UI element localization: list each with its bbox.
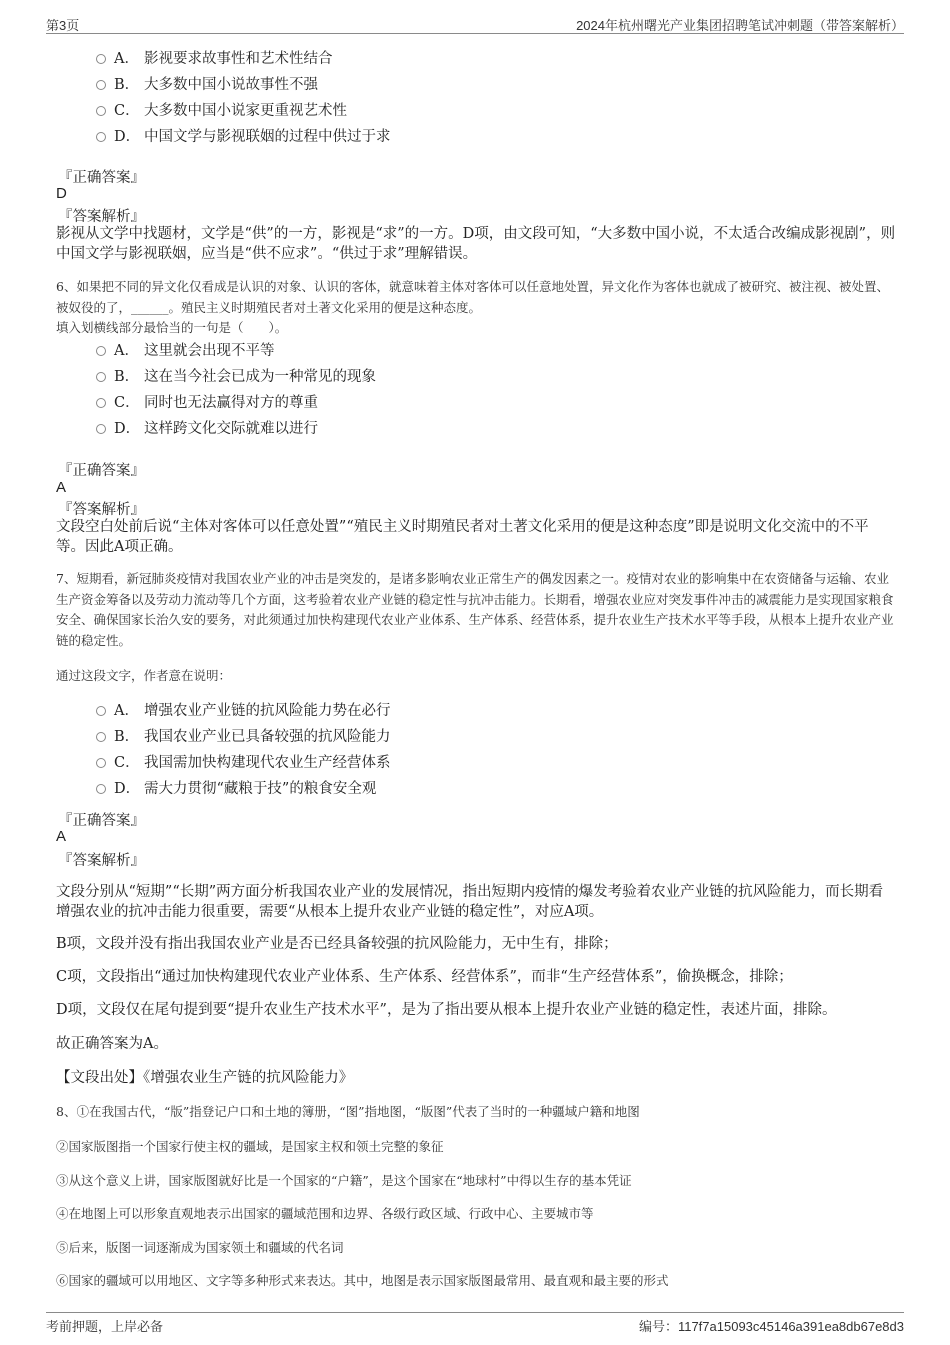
radio-icon[interactable] bbox=[96, 80, 106, 90]
q6-option-c[interactable]: C． 同时也无法赢得对方的尊重 bbox=[96, 388, 696, 414]
q5-option-c[interactable]: C． 大多数中国小说家更重视艺术性 bbox=[96, 96, 696, 122]
q8-line-3: ③从这个意义上讲，国家版图就好比是一个国家的“户籍”，是这个国家在“地球村”中得以生存的基本凭证 bbox=[56, 1173, 632, 1188]
q8-line-4: ④在地图上可以形象直观地表示出国家的疆域范围和边界、各级行政区域、行政中心、主要城市等 bbox=[56, 1206, 594, 1221]
q7-answer: A bbox=[56, 828, 67, 845]
q6-analysis-label: 『答案解析』 bbox=[58, 502, 145, 518]
q5-option-b[interactable]: B． 大多数中国小说故事性不强 bbox=[96, 70, 696, 96]
radio-icon[interactable] bbox=[96, 346, 106, 356]
document-id: 编号：117f7a15093c45146a391ea8db67e8d3 bbox=[638, 1319, 904, 1334]
q8-line-6: ⑥国家的疆域可以用地区、文字等多种形式来表达。其中，地图是表示国家版图最常用、最直观和最主要的形式 bbox=[56, 1273, 669, 1288]
q7-option-b[interactable]: B． 我国农业产业已具备较强的抗风险能力 bbox=[96, 722, 696, 748]
q6-answer-label: 『正确答案』 bbox=[58, 463, 145, 479]
q7-answer-label: 『正确答案』 bbox=[58, 813, 145, 829]
q5-option-a[interactable]: A． 影视要求故事性和艺术性结合 bbox=[96, 44, 696, 70]
q8-line-2: ②国家版图指一个国家行使主权的疆域，是国家主权和领土完整的象征 bbox=[56, 1139, 444, 1154]
q5-options bbox=[96, 44, 696, 148]
q7-analysis-para-4: D项，文段仅在尾句提到要“提升农业生产技术水平”，是为了指出要从根本上提升农业产业链的稳定性，表述片面，排除。 bbox=[56, 1002, 837, 1018]
q5-answer: D bbox=[56, 185, 67, 202]
page-footer bbox=[46, 1312, 904, 1334]
q6-option-d[interactable]: D． 这样跨文化交际就难以进行 bbox=[96, 414, 696, 440]
q6-answer: A bbox=[56, 479, 67, 496]
q5-option-d[interactable]: D． 中国文学与影视联姻的过程中供过于求 bbox=[96, 122, 696, 148]
q7-source: 【文段出处】《增强农业生产链的抗风险能力》 bbox=[56, 1070, 354, 1086]
q7-prompt: 通过这段文字，作者意在说明： bbox=[56, 668, 232, 683]
q7-analysis-label: 『答案解析』 bbox=[58, 853, 145, 869]
q6-option-b[interactable]: B． 这在当今社会已成为一种常见的现象 bbox=[96, 362, 696, 388]
footer-slogan: 考前押题，上岸必备 bbox=[46, 1319, 164, 1334]
radio-icon[interactable] bbox=[96, 706, 106, 716]
radio-icon[interactable] bbox=[96, 372, 106, 382]
q7-analysis-para-1: 文段分别从“短期”“长期”两方面分析我国农业产业的发展情况，指出短期内疫情的爆发考验着农业产业链的抗风险能力，而长期看增强农业的抗冲击能力很重要，需要“从根本上提升农业产业链的稳定性”，对应A项。 bbox=[56, 884, 884, 920]
q6-options bbox=[96, 336, 696, 440]
q7-stem: 7、短期看，新冠肺炎疫情对我国农业产业的冲击是突发的，是诸多影响农业正常生产的偶发因素之一。疫情对农业的影响集中在农资储备与运输、农业生产资金筹备以及劳动力流动等几个方面，这考验着农业产业链的稳定性与抗冲击能力。长期看，增强农业应对突发事件冲击的减震能力是实现国家粮食安全、确保国家长治久安的要务，对此须通过加快构建现代农业产业体系、生产体系、经营体系，提升农业生产技术水平等手段，从根本上提升农业产业链的稳定性。 bbox=[56, 571, 894, 648]
page-header bbox=[46, 14, 904, 34]
document-title: 2024年杭州曙光产业集团招聘笔试冲刺题（带答案解析） bbox=[576, 18, 904, 33]
radio-icon[interactable] bbox=[96, 132, 106, 142]
radio-icon[interactable] bbox=[96, 758, 106, 768]
page-number: 第3页 bbox=[46, 18, 80, 33]
q6-analysis: 文段空白处前后说“主体对客体可以任意处置”“殖民主义时期殖民者对土著文化采用的便是这种态度”即是说明文化交流中的不平等。因此A项正确。 bbox=[56, 519, 869, 555]
radio-icon[interactable] bbox=[96, 784, 106, 794]
q7-analysis-para-2: B项，文段并没有指出我国农业产业是否已经具备较强的抗风险能力，无中生有，排除； bbox=[56, 936, 618, 952]
q6-prompt: 填入划横线部分最恰当的一句是（ ）。 bbox=[56, 320, 288, 335]
q6-stem: 6、如果把不同的异文化仅看成是认识的对象、认识的客体，就意味着主体对客体可以任意地处置，异文化作为客体也就成了被研究、被注视、被处置、被奴役的了，______。殖民主义时期殖民者对土著文化采用的便是这种态度。 bbox=[56, 279, 889, 315]
q7-option-d[interactable]: D． 需大力贯彻“藏粮于技”的粮食安全观 bbox=[96, 774, 696, 800]
q6-option-a[interactable]: A． 这里就会出现不平等 bbox=[96, 336, 696, 362]
q8-line-5: ⑤后来，版图一词逐渐成为国家领土和疆域的代名词 bbox=[56, 1240, 344, 1255]
q5-analysis: 影视从文学中找题材，文学是“供”的一方，影视是“求”的一方。D项，由文段可知，“大多数中国小说，不太适合改编成影视剧”，则中国文学与影视联姻，应当是“供不应求”。“供过于求”理解错误。 bbox=[56, 226, 896, 262]
q7-option-c[interactable]: C． 我国需加快构建现代农业生产经营体系 bbox=[96, 748, 696, 774]
q7-analysis-para-3: C项，文段指出“通过加快构建现代农业产业体系、生产体系、经营体系”，而非“生产经营体系”，偷换概念，排除； bbox=[56, 969, 793, 985]
radio-icon[interactable] bbox=[96, 424, 106, 434]
q7-option-a[interactable]: A． 增强农业产业链的抗风险能力势在必行 bbox=[96, 696, 696, 722]
radio-icon[interactable] bbox=[96, 54, 106, 64]
q5-answer-label: 『正确答案』 bbox=[58, 170, 145, 186]
radio-icon[interactable] bbox=[96, 732, 106, 742]
radio-icon[interactable] bbox=[96, 106, 106, 116]
q8-line-1: 8、①在我国古代，“版”指登记户口和土地的簿册，“图”指地图，“版图”代表了当时的一种疆域户籍和地图 bbox=[56, 1104, 640, 1119]
q5-analysis-label: 『答案解析』 bbox=[58, 209, 145, 225]
radio-icon[interactable] bbox=[96, 398, 106, 408]
q7-options bbox=[96, 696, 696, 800]
q7-analysis-para-5: 故正确答案为A。 bbox=[56, 1036, 168, 1052]
